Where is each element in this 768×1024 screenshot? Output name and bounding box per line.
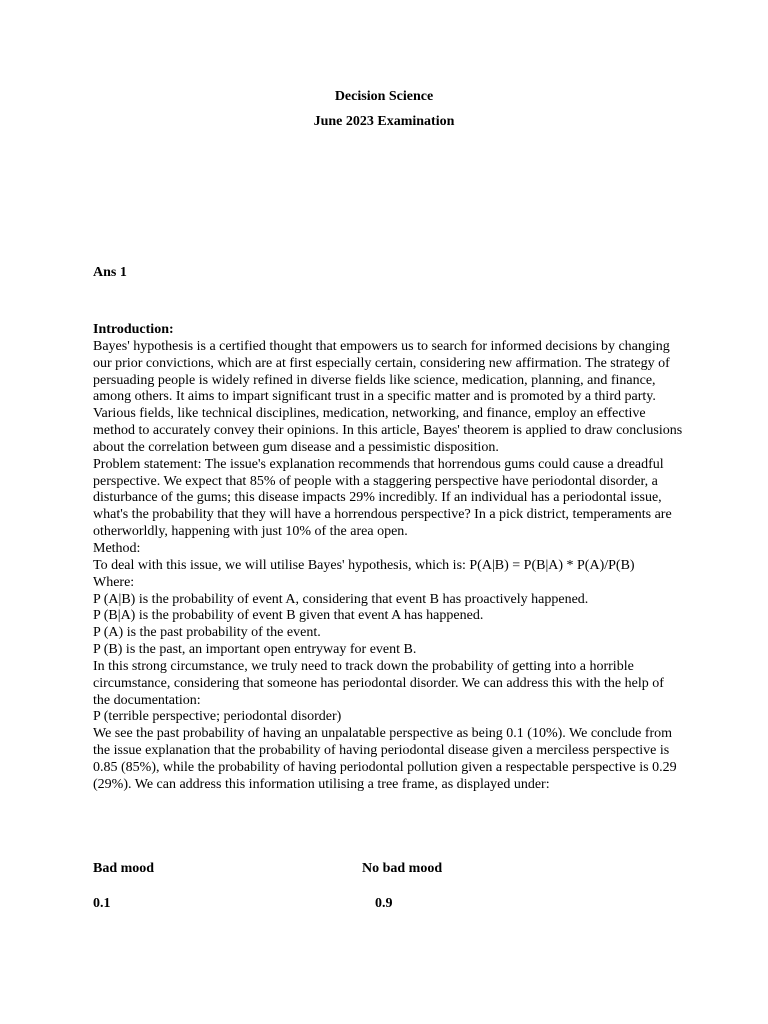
- document-subject-title: Decision Science: [334, 89, 434, 104]
- paragraph-where-label: Where:: [93, 574, 135, 590]
- tree-no-bad-mood-value: 0.9: [375, 896, 393, 911]
- paragraph-intro: Bayes' hypothesis is a certified thought that empowers us to search for informed decisions by changing our prior convictions, which are at first especially certain, considering new affirmation. The strategy of persuading people is widely refined in diverse fields like science, medication, planning, and finance, among others. It aims to impart significant trust in a specific matter and is promoted by a third party. Various fields, like technical disciplines, medication, networking, and finance, employ an effective method to accurately convey their opinions. In this article, Bayes' theorem is applied to draw conclusions about the correlation between gum disease and a pessimistic disposition.: [93, 338, 683, 455]
- tree-bad-mood-value: 0.1: [93, 896, 111, 911]
- paragraph-method-label: Method:: [93, 540, 141, 556]
- paragraph-definition-pab: P (A|B) is the probability of event A, considering that event B has proactively happened.: [93, 591, 589, 607]
- paragraph-bayes-formula: To deal with this issue, we will utilise Bayes' hypothesis, which is: P(A|B) = P(B|A) * P(A)/P(B): [93, 557, 635, 573]
- paragraph-definition-pba: P (B|A) is the probability of event B given that event A has happened.: [93, 608, 484, 624]
- paragraph-probabilities: We see the past probability of having an unpalatable perspective as being 0.1 (10%). We conclude from the issue explanation that the probability of having periodontal disease given a merciless perspective is 0.85 (85%), while the probability of having periodontal pollution given a respectable perspective is 0.29 (29%). We can address this information utilising a tree frame, as displayed under:: [93, 726, 677, 792]
- document-exam-title: June 2023 Examination: [313, 114, 455, 129]
- paragraph-problem-statement: Problem statement: The issue's explanation recommends that horrendous gums could cause a dreadful perspective. We expect that 85% of people with a staggering perspective have periodontal disorder, a disturbance of the gums; this disease impacts 29% incredibly. If an individual has a periodontal issue, what's the probability that they will have a horrendous perspective? In a pick district, temperaments are otherworldly, happening with just 10% of the area open.: [93, 456, 672, 540]
- introduction-heading: Introduction:: [93, 322, 174, 337]
- tree-bad-mood-label: Bad mood: [93, 861, 155, 876]
- paragraph-definition-pa: P (A) is the past probability of the event.: [93, 625, 321, 641]
- tree-no-bad-mood-label: No bad mood: [362, 861, 443, 876]
- answer-heading: Ans 1: [93, 265, 127, 280]
- paragraph-definition-pb: P (B) is the past, an important open entryway for event B.: [93, 642, 417, 658]
- paragraph-circumstance: In this strong circumstance, we truly need to track down the probability of getting into a horrible circumstance, considering that someone has periodontal disorder. We can address this with the help of the documentation:: [93, 658, 664, 708]
- paragraph-notation: P (terrible perspective; periodontal disorder): [93, 709, 342, 725]
- answer-body: [93, 322, 683, 794]
